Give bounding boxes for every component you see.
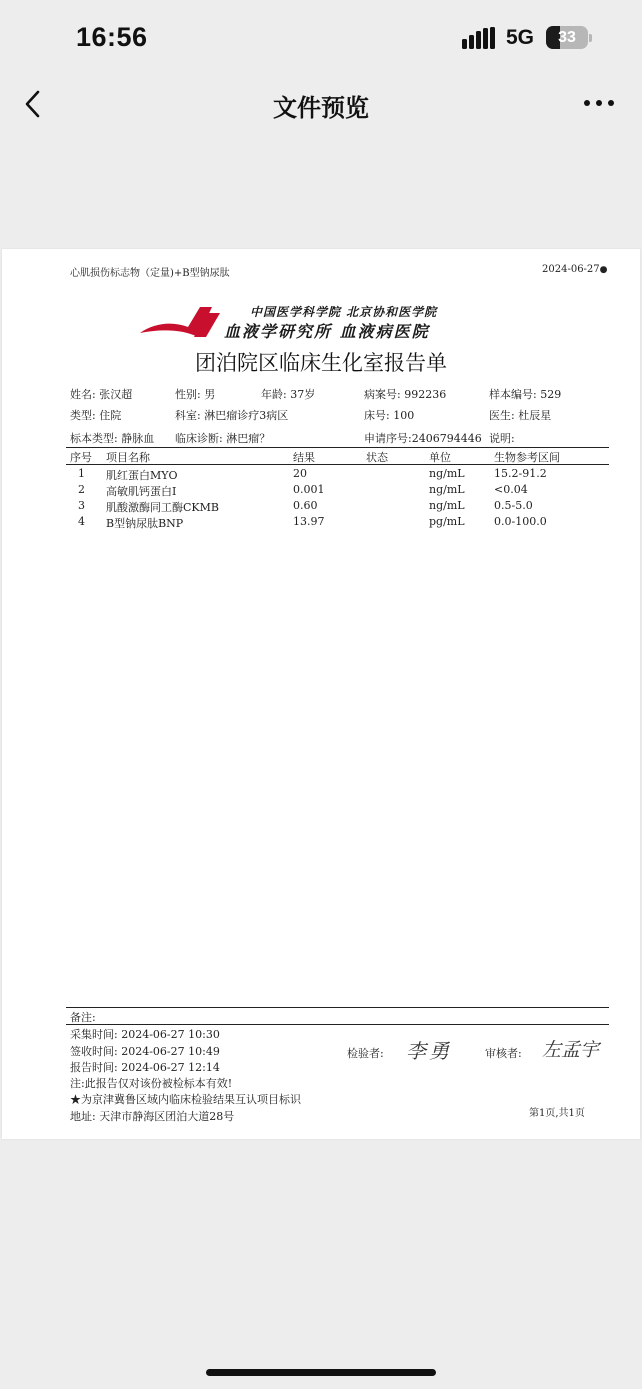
remarks: 备注: <box>70 1011 96 1024</box>
receive-time: 签收时间: 2024-06-27 10:49 <box>70 1045 220 1058</box>
test-name: 心肌损伤标志物（定量)+B型钠尿肽 <box>70 268 230 279</box>
report-time: 报告时间: 2024-06-27 12:14 <box>70 1061 220 1074</box>
row-unit: ng/mL <box>429 483 465 496</box>
battery-percent: 33 <box>558 29 576 46</box>
col-header-status: 状态 <box>366 451 388 464</box>
remarks-bottom-rule <box>66 1024 609 1025</box>
validity-note: 注:此报告仅对该份被检标本有效! <box>70 1077 233 1090</box>
network-type: 5G <box>506 26 535 49</box>
row-seq: 2 <box>78 483 85 496</box>
sample-number: 样本编号: 529 <box>489 388 562 401</box>
logo-line-2: 血液学研究所 血液病医院 <box>224 322 430 341</box>
collect-time: 采集时间: 2024-06-27 10:30 <box>70 1028 220 1041</box>
patient-sex: 性别: 男 <box>175 388 216 401</box>
status-time: 16:56 <box>76 22 148 52</box>
battery-icon <box>546 26 588 49</box>
row-unit: ng/mL <box>429 499 465 512</box>
mutual-recognition-note: ★为京津冀鲁区域内临床检验结果互认项目标识 <box>70 1093 301 1106</box>
row-unit: ng/mL <box>429 467 465 480</box>
remarks-top-rule <box>66 1007 609 1008</box>
row-unit: pg/mL <box>429 515 465 528</box>
status-bar <box>0 0 642 74</box>
table-header-rule <box>66 464 609 465</box>
reviewer-signature: 左孟宇 <box>542 1039 600 1061</box>
cellular-signal-icon <box>462 27 496 49</box>
row-result: 0.60 <box>293 499 318 512</box>
col-header-result: 结果 <box>293 451 315 464</box>
doctor: 医生: 杜辰星 <box>489 409 552 422</box>
hospital-logo-icon <box>138 303 224 343</box>
department: 科室: 淋巴瘤诊疗3病区 <box>175 409 289 422</box>
inspector-signature: 李勇 <box>406 1039 452 1063</box>
row-range: <0.04 <box>494 483 528 496</box>
row-range: 0.0-100.0 <box>494 515 547 528</box>
inspector-label: 检验者: <box>347 1047 384 1060</box>
patient-name: 姓名: 张汉超 <box>70 388 133 401</box>
reviewer-label: 审核者: <box>485 1047 522 1060</box>
page-indicator: 第1页,共1页 <box>529 1108 585 1119</box>
visit-type: 类型: 住院 <box>70 409 122 422</box>
row-seq: 3 <box>78 499 85 512</box>
bed-number: 床号: 100 <box>364 409 415 422</box>
col-header-unit: 单位 <box>429 451 451 464</box>
home-indicator[interactable] <box>206 1369 436 1376</box>
row-item: B型钠尿肽BNP <box>106 517 184 530</box>
row-item: 高敏肌钙蛋白I <box>106 485 177 498</box>
row-range: 15.2-91.2 <box>494 467 547 480</box>
row-item: 肌酸激酶同工酶CKMB <box>106 501 219 514</box>
table-top-rule <box>66 447 609 448</box>
row-seq: 1 <box>78 467 85 480</box>
col-header-range: 生物参考区间 <box>494 451 560 464</box>
document-preview[interactable] <box>2 249 640 1139</box>
col-header-seq: 序号 <box>70 451 92 464</box>
row-result: 0.001 <box>293 483 325 496</box>
col-header-item: 项目名称 <box>106 451 150 464</box>
report-date: 2024-06-27● <box>542 264 608 275</box>
page-title: 文件预览 <box>273 94 369 122</box>
address: 地址: 天津市静海区团泊大道28号 <box>70 1110 235 1123</box>
case-number: 病案号: 992236 <box>364 388 447 401</box>
logo-line-1: 中国医学科学院 北京协和医学院 <box>250 305 438 319</box>
patient-age: 年龄: 37岁 <box>261 388 316 401</box>
row-seq: 4 <box>78 515 85 528</box>
more-button[interactable] <box>584 100 616 108</box>
specimen-type: 标本类型: 静脉血 <box>70 432 155 445</box>
battery-cap <box>589 34 592 42</box>
report-title: 团泊院区临床生化室报告单 <box>195 351 447 375</box>
row-item: 肌红蛋白MYO <box>106 469 178 482</box>
nav-bar <box>0 74 642 134</box>
remark-label: 说明: <box>489 432 515 445</box>
request-number: 申请序号:2406794446 <box>364 432 482 445</box>
row-range: 0.5-5.0 <box>494 499 533 512</box>
clinical-diagnosis: 临床诊断: 淋巴瘤？ <box>175 432 271 445</box>
row-result: 13.97 <box>293 515 325 528</box>
row-result: 20 <box>293 467 307 480</box>
